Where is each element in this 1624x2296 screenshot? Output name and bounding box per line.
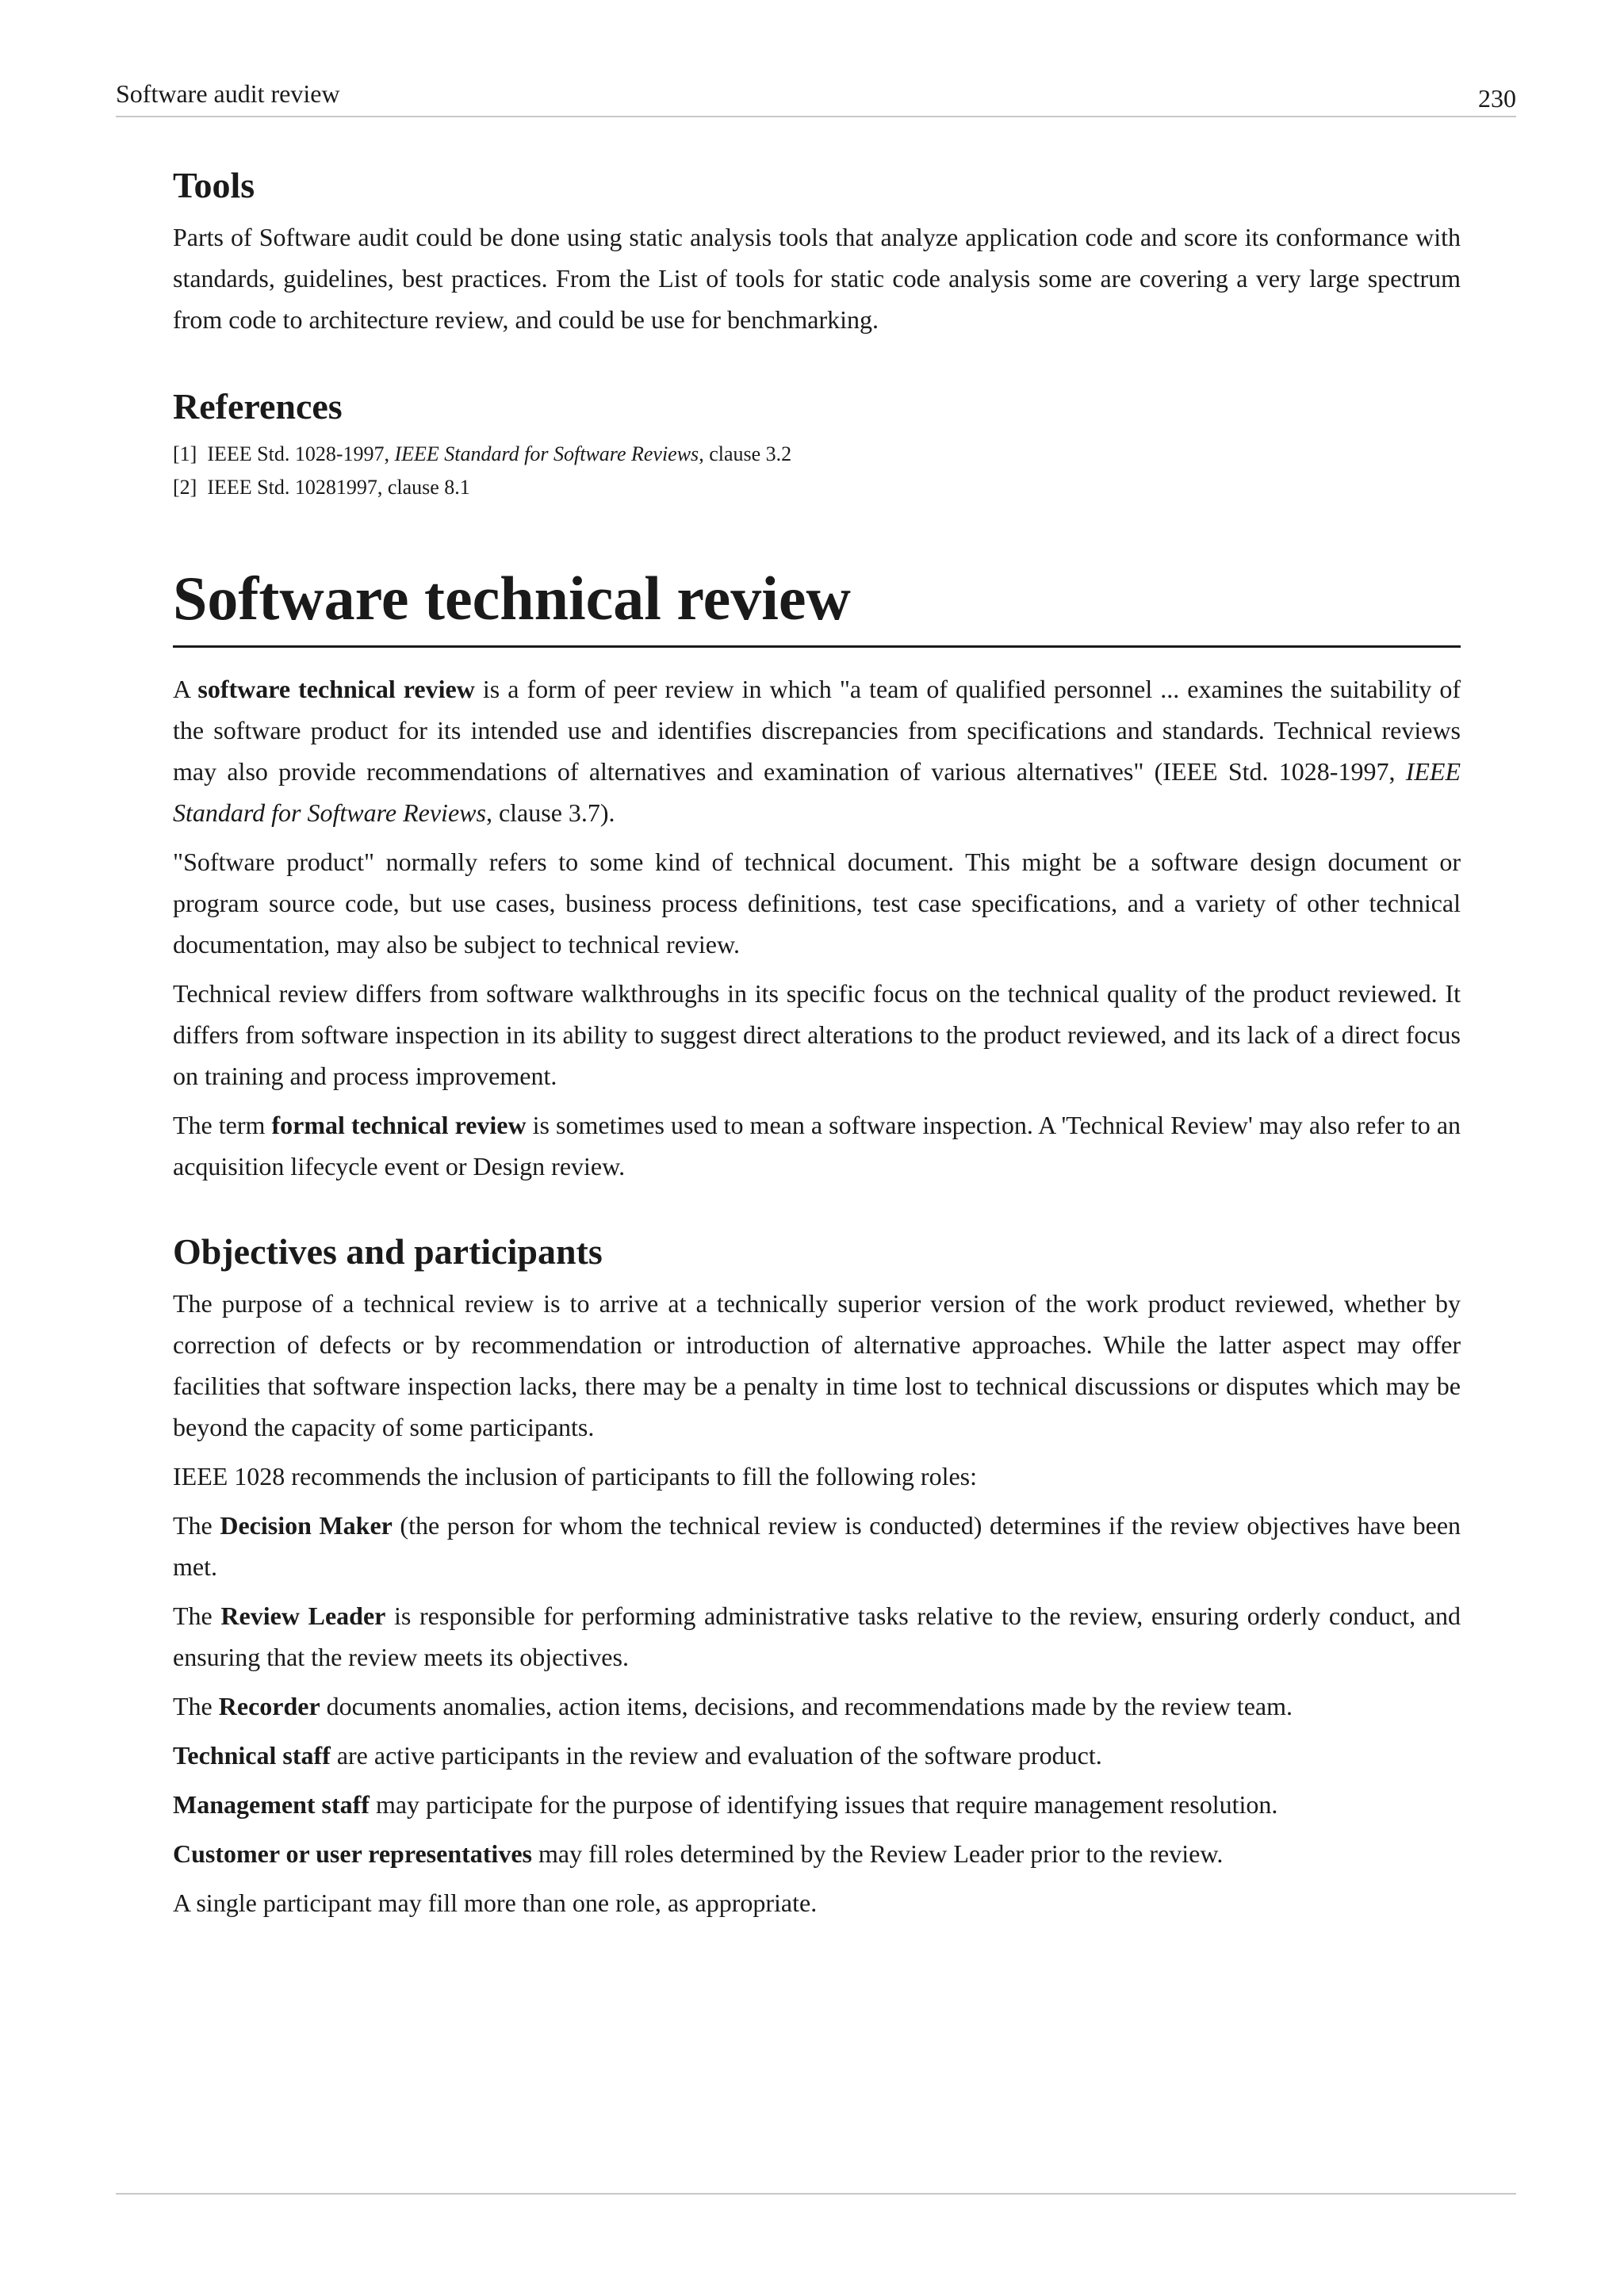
text-run: (the person for whom the technical review is conducted) determines if the review objectives have been met. [173, 1511, 1461, 1582]
running-title: Software audit review [116, 79, 340, 108]
text-run: may fill roles determined by the Review Leader prior to the review. [531, 1839, 1224, 1869]
article-intro-paragraph [173, 668, 1461, 833]
article-title-block [173, 564, 1461, 648]
page-content [173, 163, 1461, 1931]
reference-text: IEEE Std. 1028-1997, [207, 442, 395, 466]
reference-number: [1] [173, 442, 197, 466]
text-run: The [173, 1601, 221, 1631]
text-run: The term [173, 1111, 272, 1140]
role-decision-maker [173, 1505, 1461, 1587]
objectives-closing: A single participant may fill more than one role, as appropriate. [173, 1888, 818, 1918]
objectives-heading: Objectives and participants [173, 1231, 603, 1272]
reference-text: IEEE Std. 10281997, clause 8.1 [207, 476, 470, 499]
reference-text: , clause 3.2 [699, 442, 792, 466]
reference-number: [2] [173, 476, 197, 499]
bold-term: software technical review [197, 675, 475, 704]
role-technical-staff [173, 1735, 1461, 1776]
reference-item [173, 471, 1461, 504]
text-run: documents anomalies, action items, decisions, and recommendations made by the review team. [320, 1692, 1293, 1721]
role-term: Review Leader [220, 1601, 386, 1631]
article-body [173, 668, 1461, 1187]
text-run: is sometimes used to mean a software inspection. A 'Technical Review' may also refer to an acquisition lifecycle event or Design review. [173, 1111, 1461, 1181]
text-run: The [173, 1511, 220, 1540]
role-customer-representatives [173, 1833, 1461, 1874]
reference-list [173, 438, 1461, 504]
references-heading: References [173, 386, 343, 427]
page-footer-rule [116, 2193, 1516, 2195]
text-run: is responsible for performing administrative tasks relative to the review, ensuring orderly conduct, and ensuring that the review meets its objectives. [173, 1601, 1461, 1672]
article-paragraph-4 [173, 1104, 1461, 1187]
role-term: Technical staff [173, 1741, 331, 1770]
role-term: Recorder [218, 1692, 320, 1721]
text-run: are active participants in the review and evaluation of the software product. [330, 1741, 1102, 1770]
role-management-staff [173, 1784, 1461, 1825]
text-run: may participate for the purpose of identifying issues that require management resolution. [369, 1790, 1278, 1820]
role-review-leader [173, 1595, 1461, 1678]
reference-title: IEEE Standard for Software Reviews [394, 442, 699, 466]
text-run: is a form of peer review in which "a team of qualified personnel ... examines the suitability of the software product for its intended use and identifies discrepancies from specifications and standards. Technical reviews may also provide recommendations of alternatives and examination of various alternatives" (IEEE Std. 1028-1997, [173, 675, 1461, 786]
objectives-section [173, 1230, 1461, 1923]
bold-term: formal technical review [271, 1111, 527, 1140]
objectives-paragraph-2: IEEE 1028 recommends the inclusion of participants to fill the following roles: [173, 1462, 977, 1491]
references-section [173, 385, 1461, 504]
tools-paragraph: Parts of Software audit could be done using static analysis tools that analyze application code and score its conformance with standards, guidelines, best practices. From the List of tools for static code analysis some are covering a very large spectrum from code to architecture review, and could be use for benchmarking. [173, 223, 1461, 335]
role-term: Decision Maker [220, 1511, 393, 1540]
text-run: A [173, 675, 198, 704]
page-number: 230 [1478, 84, 1516, 113]
reference-item [173, 438, 1461, 471]
role-term: Customer or user representatives [173, 1839, 532, 1869]
italic-citation: IEEE Standard for Software Reviews [173, 757, 1461, 828]
text-run: The [173, 1692, 219, 1721]
article-title: Software technical review [173, 564, 1461, 648]
article-paragraph-3: Technical review differs from software walkthroughs in its specific focus on the technical quality of the product reviewed. It differs from software inspection in its ability to suggest direct alterations to the product reviewed, and its lack of a direct focus on training and process improvement. [173, 979, 1461, 1091]
article-paragraph-2: "Software product" normally refers to some kind of technical document. This might be a software design document or program source code, but use cases, business process definitions, test case specifications, and a variety of other technical documentation, may also be subject to technical review. [173, 848, 1461, 959]
role-recorder [173, 1686, 1461, 1727]
tools-section [173, 163, 1461, 340]
text-run: , clause 3.7). [485, 798, 615, 828]
role-term: Management staff [173, 1790, 370, 1820]
objectives-paragraph-1: The purpose of a technical review is to arrive at a technically superior version of the work product reviewed, whether by correction of defects or by recommendation or introduction of alternative approaches. While the latter aspect may offer facilities that software inspection lacks, there may be a penalty in time lost to technical discussions or disputes which may be beyond the capacity of some participants. [173, 1289, 1461, 1442]
page-header [116, 76, 1516, 117]
tools-heading: Tools [173, 165, 255, 205]
